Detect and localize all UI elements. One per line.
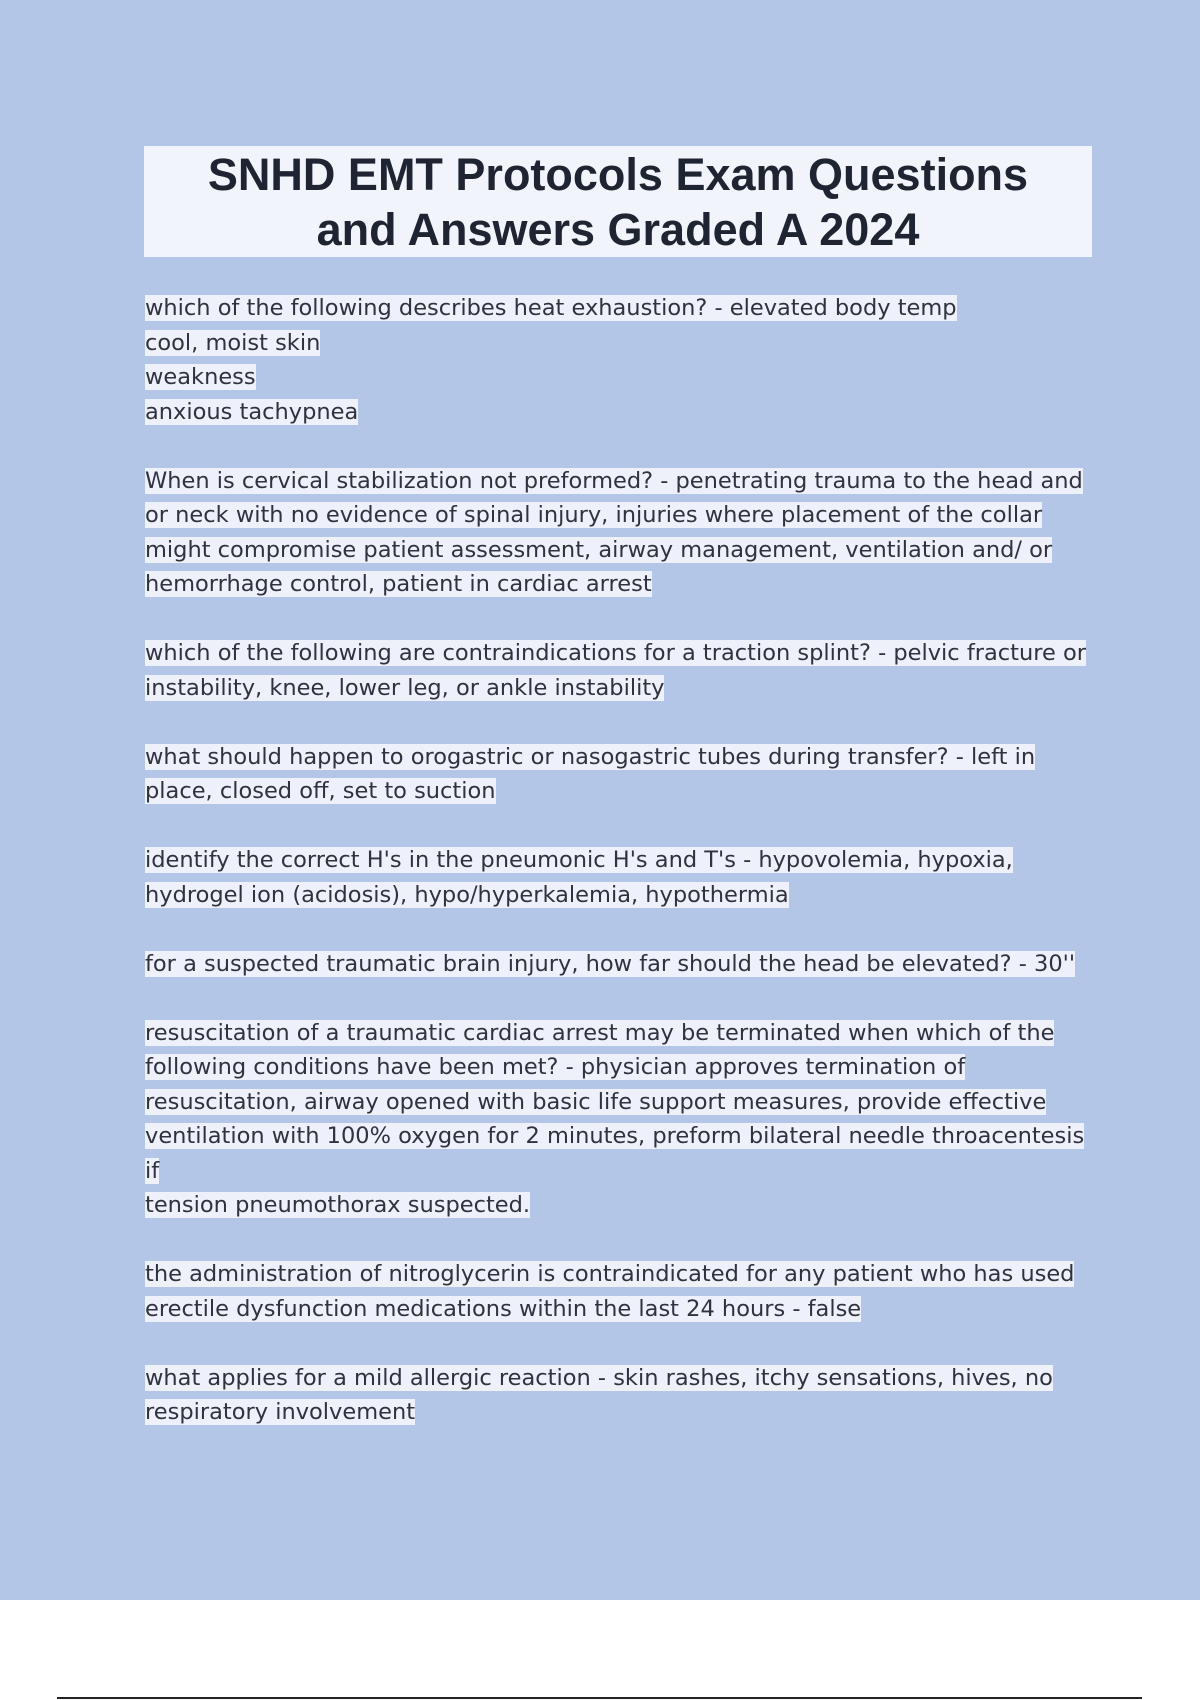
qa-line: resuscitation, airway opened with basic life support measures, provide effective	[145, 1088, 1047, 1115]
qa-line: resuscitation of a traumatic cardiac arrest may be terminated when which of the	[145, 1019, 1055, 1046]
qa-line: ventilation with 100% oxygen for 2 minutes, preform bilateral needle throacentesis if	[145, 1123, 1085, 1184]
qa-line: place, closed off, set to suction	[145, 778, 496, 804]
qa-item	[145, 291, 1095, 429]
qa-line: tension pneumothorax suspected.	[145, 1192, 531, 1218]
qa-line: which of the following describes heat exhaustion? - elevated body temp	[145, 295, 957, 321]
qa-line: might compromise patient assessment, airway management, ventilation and/ or	[145, 536, 1053, 563]
qa-line: what should happen to orogastric or nasogastric tubes during transfer? - left in	[145, 743, 1036, 770]
title-line-2: and Answers Graded A 2024	[316, 203, 920, 255]
qa-line: cool, moist skin	[145, 329, 321, 356]
qa-line: following conditions have been met? - physician approves termination of	[145, 1054, 966, 1080]
qa-line: weakness	[145, 364, 256, 390]
qa-item	[145, 1257, 1095, 1326]
qa-item	[145, 1016, 1095, 1223]
qa-line: for a suspected traumatic brain injury, how far should the head be elevated? - 30''	[145, 950, 1076, 977]
qa-line: erectile dysfunction medications within the last 24 hours - false	[145, 1295, 862, 1322]
qa-item	[145, 740, 1095, 809]
qa-list	[145, 291, 1095, 1464]
qa-item	[145, 843, 1095, 912]
qa-line: When is cervical stabilization not preformed? - penetrating trauma to the head and	[145, 467, 1083, 494]
qa-item	[145, 636, 1095, 705]
qa-line: hydrogel ion (acidosis), hypo/hyperkalemia, hypothermia	[145, 881, 789, 908]
qa-line: which of the following are contraindications for a traction splint? - pelvic fracture or	[145, 640, 1087, 666]
page-title	[144, 147, 1092, 257]
qa-line: respiratory involvement	[145, 1399, 416, 1425]
qa-line: hemorrhage control, patient in cardiac arrest	[145, 571, 652, 597]
title-line-1: SNHD EMT Protocols Exam Questions	[207, 148, 1029, 200]
qa-item	[145, 1361, 1095, 1430]
page-divider	[57, 1697, 1142, 1699]
qa-line: or neck with no evidence of spinal injury, injuries where placement of the collar	[145, 502, 1043, 528]
qa-item	[145, 947, 1095, 982]
qa-line: identify the correct H's in the pneumonic H's and T's - hypovolemia, hypoxia,	[145, 847, 1013, 873]
qa-item	[145, 464, 1095, 602]
qa-line: instability, knee, lower leg, or ankle instability	[145, 674, 665, 701]
qa-line: the administration of nitroglycerin is contraindicated for any patient who has used	[145, 1261, 1075, 1287]
qa-line: anxious tachypnea	[145, 398, 359, 425]
title-box	[144, 146, 1092, 257]
qa-line: what applies for a mild allergic reaction - skin rashes, itchy sensations, hives, no	[145, 1364, 1053, 1391]
